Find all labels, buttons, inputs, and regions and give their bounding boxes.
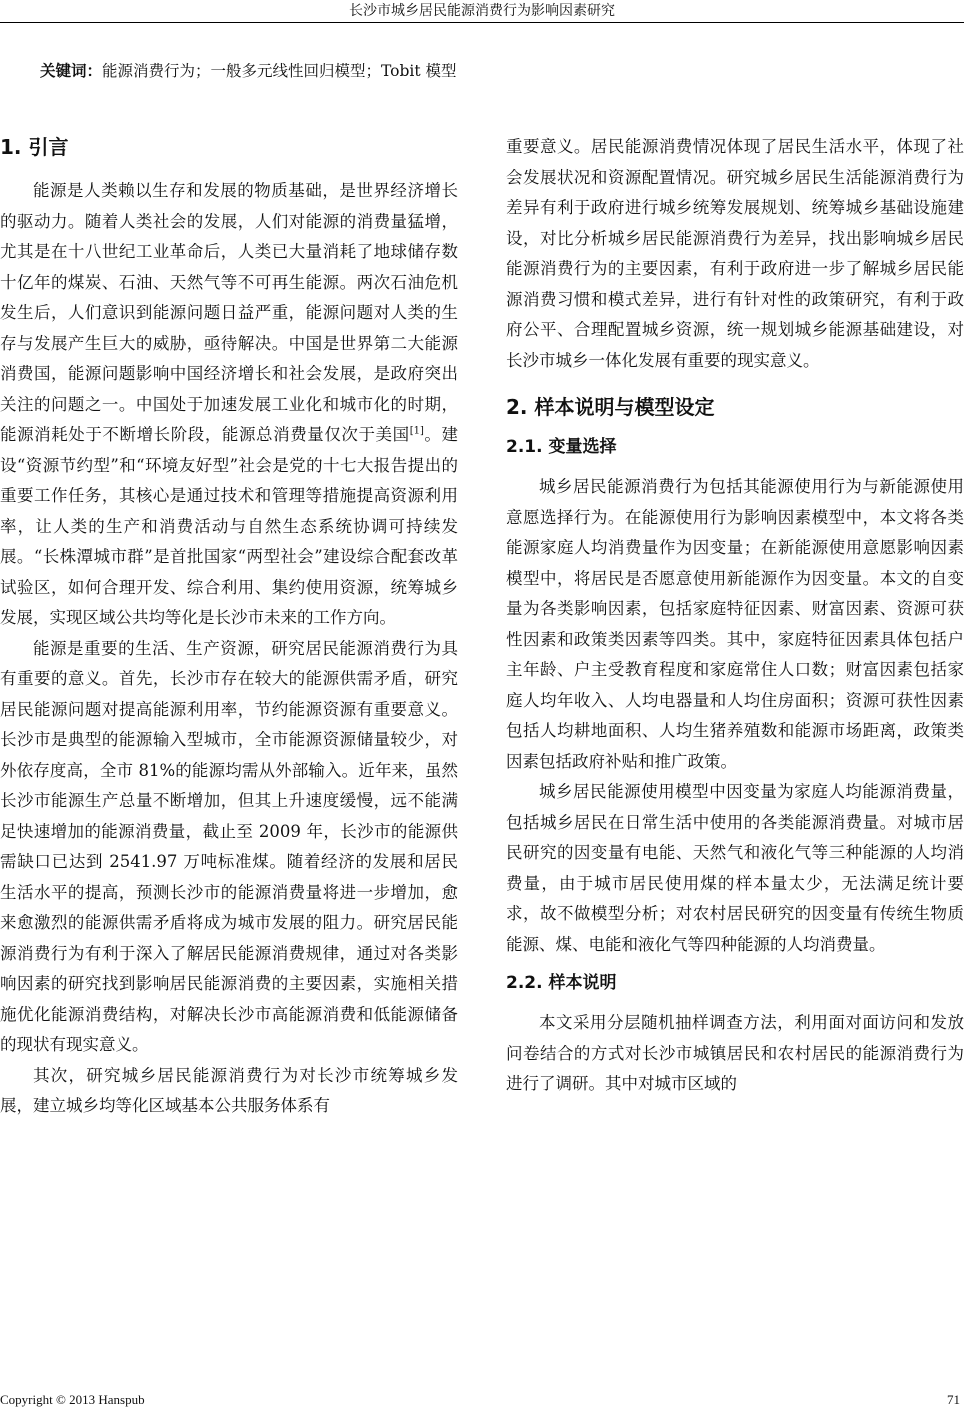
keywords-text: 能源消费行为；一般多元线性回归模型；Tobit 模型: [102, 62, 457, 80]
keywords-label: 关键词：: [40, 62, 103, 80]
left-column: [0, 132, 458, 1122]
running-title: 长沙市城乡居民能源消费行为影响因素研究: [349, 3, 615, 19]
keywords-line: [40, 60, 920, 82]
subsection-2-1-paragraph-1: 城乡居民能源消费行为包括其能源使用行为与新能源使用意愿选择行为。在能源使用行为影响因素模型中，本文将各类能源家庭人均消费量作为因变量；在新能源使用意愿影响因素模型中，将居民是否愿意使用新能源作为因变量。本文的自变量为各类影响因素，包括家庭特征因素、财富因素、资源可获性因素和政策类因素等四类。其中，家庭特征因素具体包括户主年龄、户主受教育程度和家庭常住人口数；财富因素包括家庭人均年收入、人均电器量和人均住房面积；资源可获性因素包括人均耕地面积、人均生猪养殖数和能源市场距离，政策类因素包括政府补贴和推广政策。: [506, 477, 964, 771]
section-2-heading: 2. 样本说明与模型设定: [506, 395, 715, 419]
subsection-2-1-paragraph-2: 城乡居民能源使用模型中因变量为家庭人均能源消费量，包括城乡居民在日常生活中使用的各类能源消费量。对城市居民研究的因变量有电能、天然气和液化气等三种能源的人均消费量，由于城市居民使用煤的样本量太少，无法满足统计要求，故不做模型分析；对农村居民研究的因变量有传统生物质能源、煤、电能和液化气等四种能源的人均消费量。: [506, 782, 964, 954]
subsection-2-2-paragraph-1: 本文采用分层随机抽样调查方法，利用面对面访问和发放问卷结合的方式对长沙市城镇居民和农村居民的能源消费行为进行了调研。其中对城市区域的: [506, 1013, 964, 1093]
section-1-paragraph-2: 能源是重要的生活、生产资源，研究居民能源消费行为具有重要的意义。首先，长沙市存在较大的能源供需矛盾，研究居民能源问题对提高能源利用率，节约能源资源有重要意义。长沙市是典型的能源输入型城市，全市能源资源储量较少，对外依存度高，全市 81%的能源均需从外部输入。近年来，虽然长沙市能源生产总量不断增加，但其上升速度缓慢，远不能满足快速增加的能源消费量，截止至 2009 年，长沙市的能源供需缺口已达到 2541.97 万吨标准煤。随着经济的发展和居民生活水平的提高，预测长沙市的能源消费量将进一步增加，愈来愈激烈的能源供需矛盾将成为城市发展的阻力。研究居民能源消费行为有利于深入了解居民能源消费规律，通过对各类影响因素的研究找到影响居民能源消费的主要因素，实施相关措施优化能源消费结构，对解决长沙市高能源消费和低能源储备的现状有现实意义。: [0, 638, 458, 1054]
section-1-paragraph-3-continued: 重要意义。居民能源消费情况体现了居民生活水平，体现了社会发展状况和资源配置情况。研究城乡居民生活能源消费行为差异有利于政府进行城乡统筹发展规划、统筹城乡基础设施建设，对比分析城乡居民能源消费行为差异，找出影响城乡居民能源消费行为的主要因素，有利于政府进一步了解城乡居民能源消费习惯和模式差异，进行有针对性的政策研究，有利于政府公平、合理配置城乡资源，统一规划城乡能源基础建设，对长沙市城乡一体化发展有重要的现实意义。: [506, 137, 964, 370]
footer-copyright: Copyright © 2013 Hanspub: [0, 1392, 145, 1407]
citation-ref-1[interactable]: [1]: [409, 425, 424, 437]
subsection-2-2-heading: 2.2. 样本说明: [506, 973, 617, 993]
page-number: 71: [947, 1392, 960, 1407]
right-column: [506, 132, 964, 1100]
paragraph-1-text: 能源是人类赖以生存和发展的物质基础，是世界经济增长的驱动力。随着人类社会的发展，人们对能源的消费量猛增，尤其是在十八世纪工业革命后，人类已大量消耗了地球储存数十亿年的煤炭、石油、天然气等不可再生能源。两次石油危机发生后，人们意识到能源问题日益严重，能源问题对人类的生存与发展产生巨大的威胁，亟待解决。中国是世界第二大能源消费国，能源问题影响中国经济增长和社会发展，是政府突出关注的问题之一。中国处于加速发展工业化和城市化的时期，能源消耗处于不断增长阶段，能源总消费量仅次于美国: [0, 181, 458, 444]
paragraph-1-continued: 。建设“资源节约型”和“环境友好型”社会是党的十七大报告提出的重要工作任务，其核心是通过技术和管理等措施提高资源利用率，让人类的生产和消费活动与自然生态系统协调可持续发展。“长株潭城市群”是首批国家“两型社会”建设综合配套改革试验区，如何合理开发、综合利用、集约使用资源，统筹城乡发展，实现区域公共均等化是长沙市未来的工作方向。: [0, 425, 458, 627]
section-1-heading: 1. 引言: [0, 135, 69, 159]
header-rule: [0, 22, 964, 23]
subsection-2-1-heading: 2.1. 变量选择: [506, 437, 617, 457]
section-1-paragraph-3-start: 其次，研究城乡居民能源消费行为对长沙市统筹城乡发展，建立城乡均等化区域基本公共服务体系有: [0, 1065, 458, 1115]
section-1-paragraph-1: [0, 176, 458, 634]
